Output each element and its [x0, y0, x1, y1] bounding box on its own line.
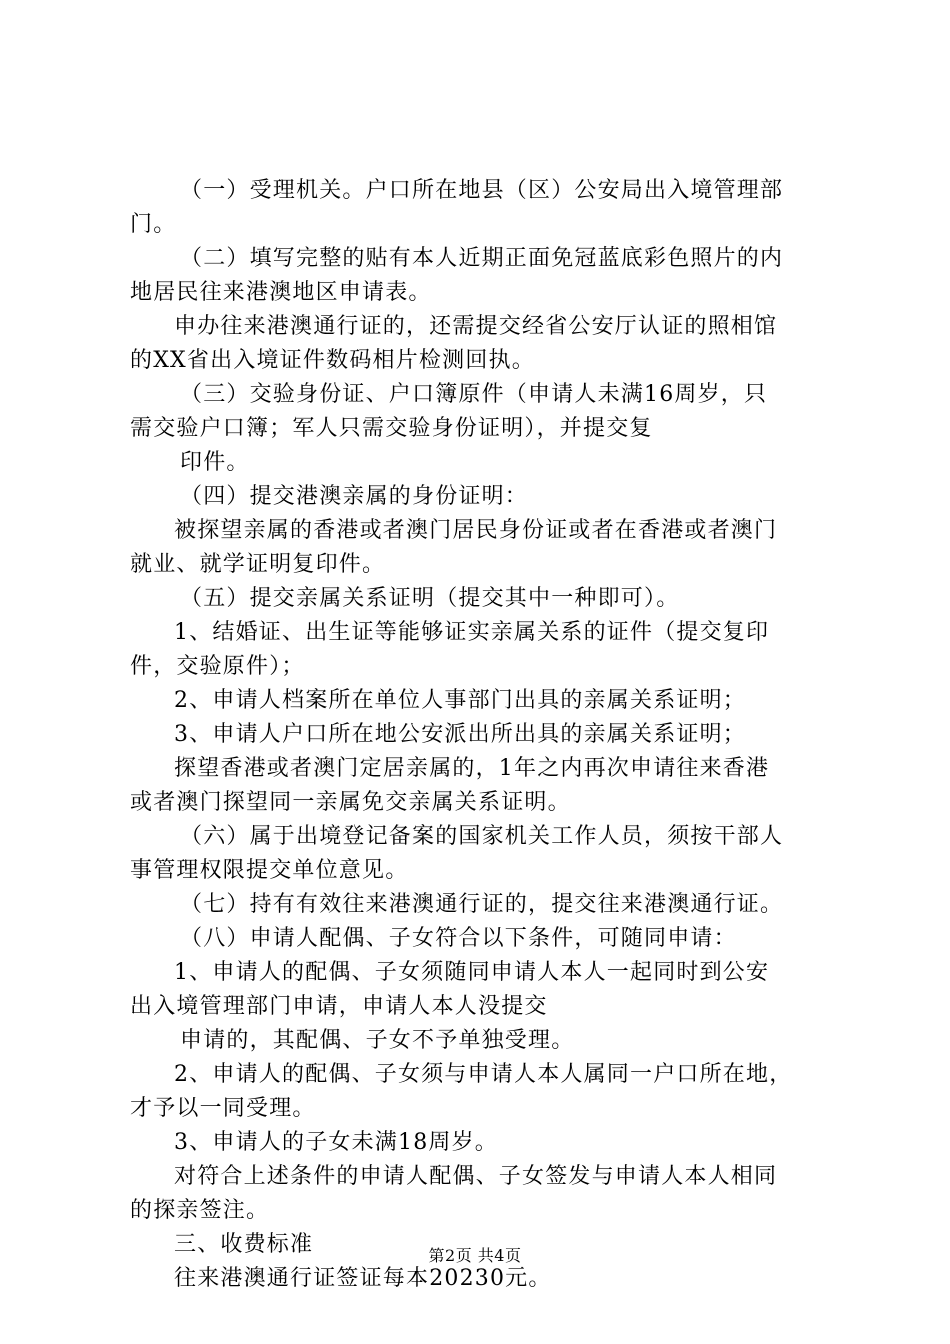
- text-line: 2、申请人档案所在单位人事部门出具的亲属关系证明；: [174, 688, 746, 713]
- text-line: （七）持有有效往来港澳通行证的，提交往来港澳通行证。: [180, 892, 784, 917]
- document-body: [130, 174, 842, 1296]
- text-line: （六）属于出境登记备案的国家机关工作人员，须按干部人: [180, 824, 784, 849]
- text-line: 或者澳门探望同一亲属免交亲属关系证明。: [130, 790, 571, 815]
- text-line: 需交验户口簿；军人只需交验身份证明），并提交复: [130, 416, 653, 441]
- text-line: （二）填写完整的贴有本人近期正面免冠蓝底彩色照片的内: [180, 246, 784, 271]
- text-line: 申请的，其配偶、子女不予单独受理。: [180, 1028, 575, 1053]
- text-line: 的XX省出入境证件数码相片检测回执。: [130, 348, 535, 373]
- text-line: （四）提交港澳亲属的身份证明：: [180, 484, 529, 509]
- text-line: （三）交验身份证、户口簿原件（申请人未满16周岁，只: [180, 382, 768, 407]
- text-line: 的探亲签注。: [130, 1198, 270, 1223]
- text-line: 申办往来港澳通行证的，还需提交经省公安厅认证的照相馆: [174, 314, 778, 339]
- text-line: （八）申请人配偶、子女符合以下条件，可随同申请：: [180, 926, 737, 951]
- text-line: 才予以一同受理。: [130, 1096, 316, 1121]
- text-line: 3、申请人户口所在地公安派出所出具的亲属关系证明；: [174, 722, 746, 747]
- text-line: 往来港澳通行证签证每本20230元。: [174, 1266, 552, 1291]
- section-heading: 三、收费标准: [174, 1232, 314, 1257]
- text-line: 门。: [130, 212, 177, 237]
- page-footer: [0, 1244, 950, 1268]
- text-line: 出入境管理部门申请，申请人本人没提交: [130, 994, 548, 1019]
- text-line: 3、申请人的子女未满18周岁。: [174, 1130, 498, 1155]
- text-line: 2、申请人的配偶、子女须与申请人本人属同一户口所在地，: [174, 1062, 793, 1087]
- text-line: 被探望亲属的香港或者澳门居民身份证或者在香港或者澳门: [174, 518, 778, 543]
- text-line: 1、结婚证、出生证等能够证实亲属关系的证件（提交复印: [174, 620, 770, 645]
- text-line: 对符合上述条件的申请人配偶、子女签发与申请人本人相同: [174, 1164, 778, 1189]
- text-line: 1、申请人的配偶、子女须随同申请人本人一起同时到公安: [174, 960, 770, 985]
- text-line: 探望香港或者澳门定居亲属的，1年之内再次申请往来香港: [174, 756, 770, 781]
- text-line: 印件。: [180, 450, 250, 475]
- text-line: 地居民往来港澳地区申请表。: [130, 280, 432, 305]
- text-line: 就业、就学证明复印件。: [130, 552, 386, 577]
- text-line: 事管理权限提交单位意见。: [130, 858, 409, 883]
- page-number: 第2页 共4页: [428, 1246, 522, 1265]
- text-line: 件，交验原件）；: [130, 654, 305, 679]
- text-line: （五）提交亲属关系证明（提交其中一种即可）。: [180, 586, 680, 611]
- text-line: （一）受理机关。户口所在地县（区）公安局出入境管理部: [180, 178, 784, 203]
